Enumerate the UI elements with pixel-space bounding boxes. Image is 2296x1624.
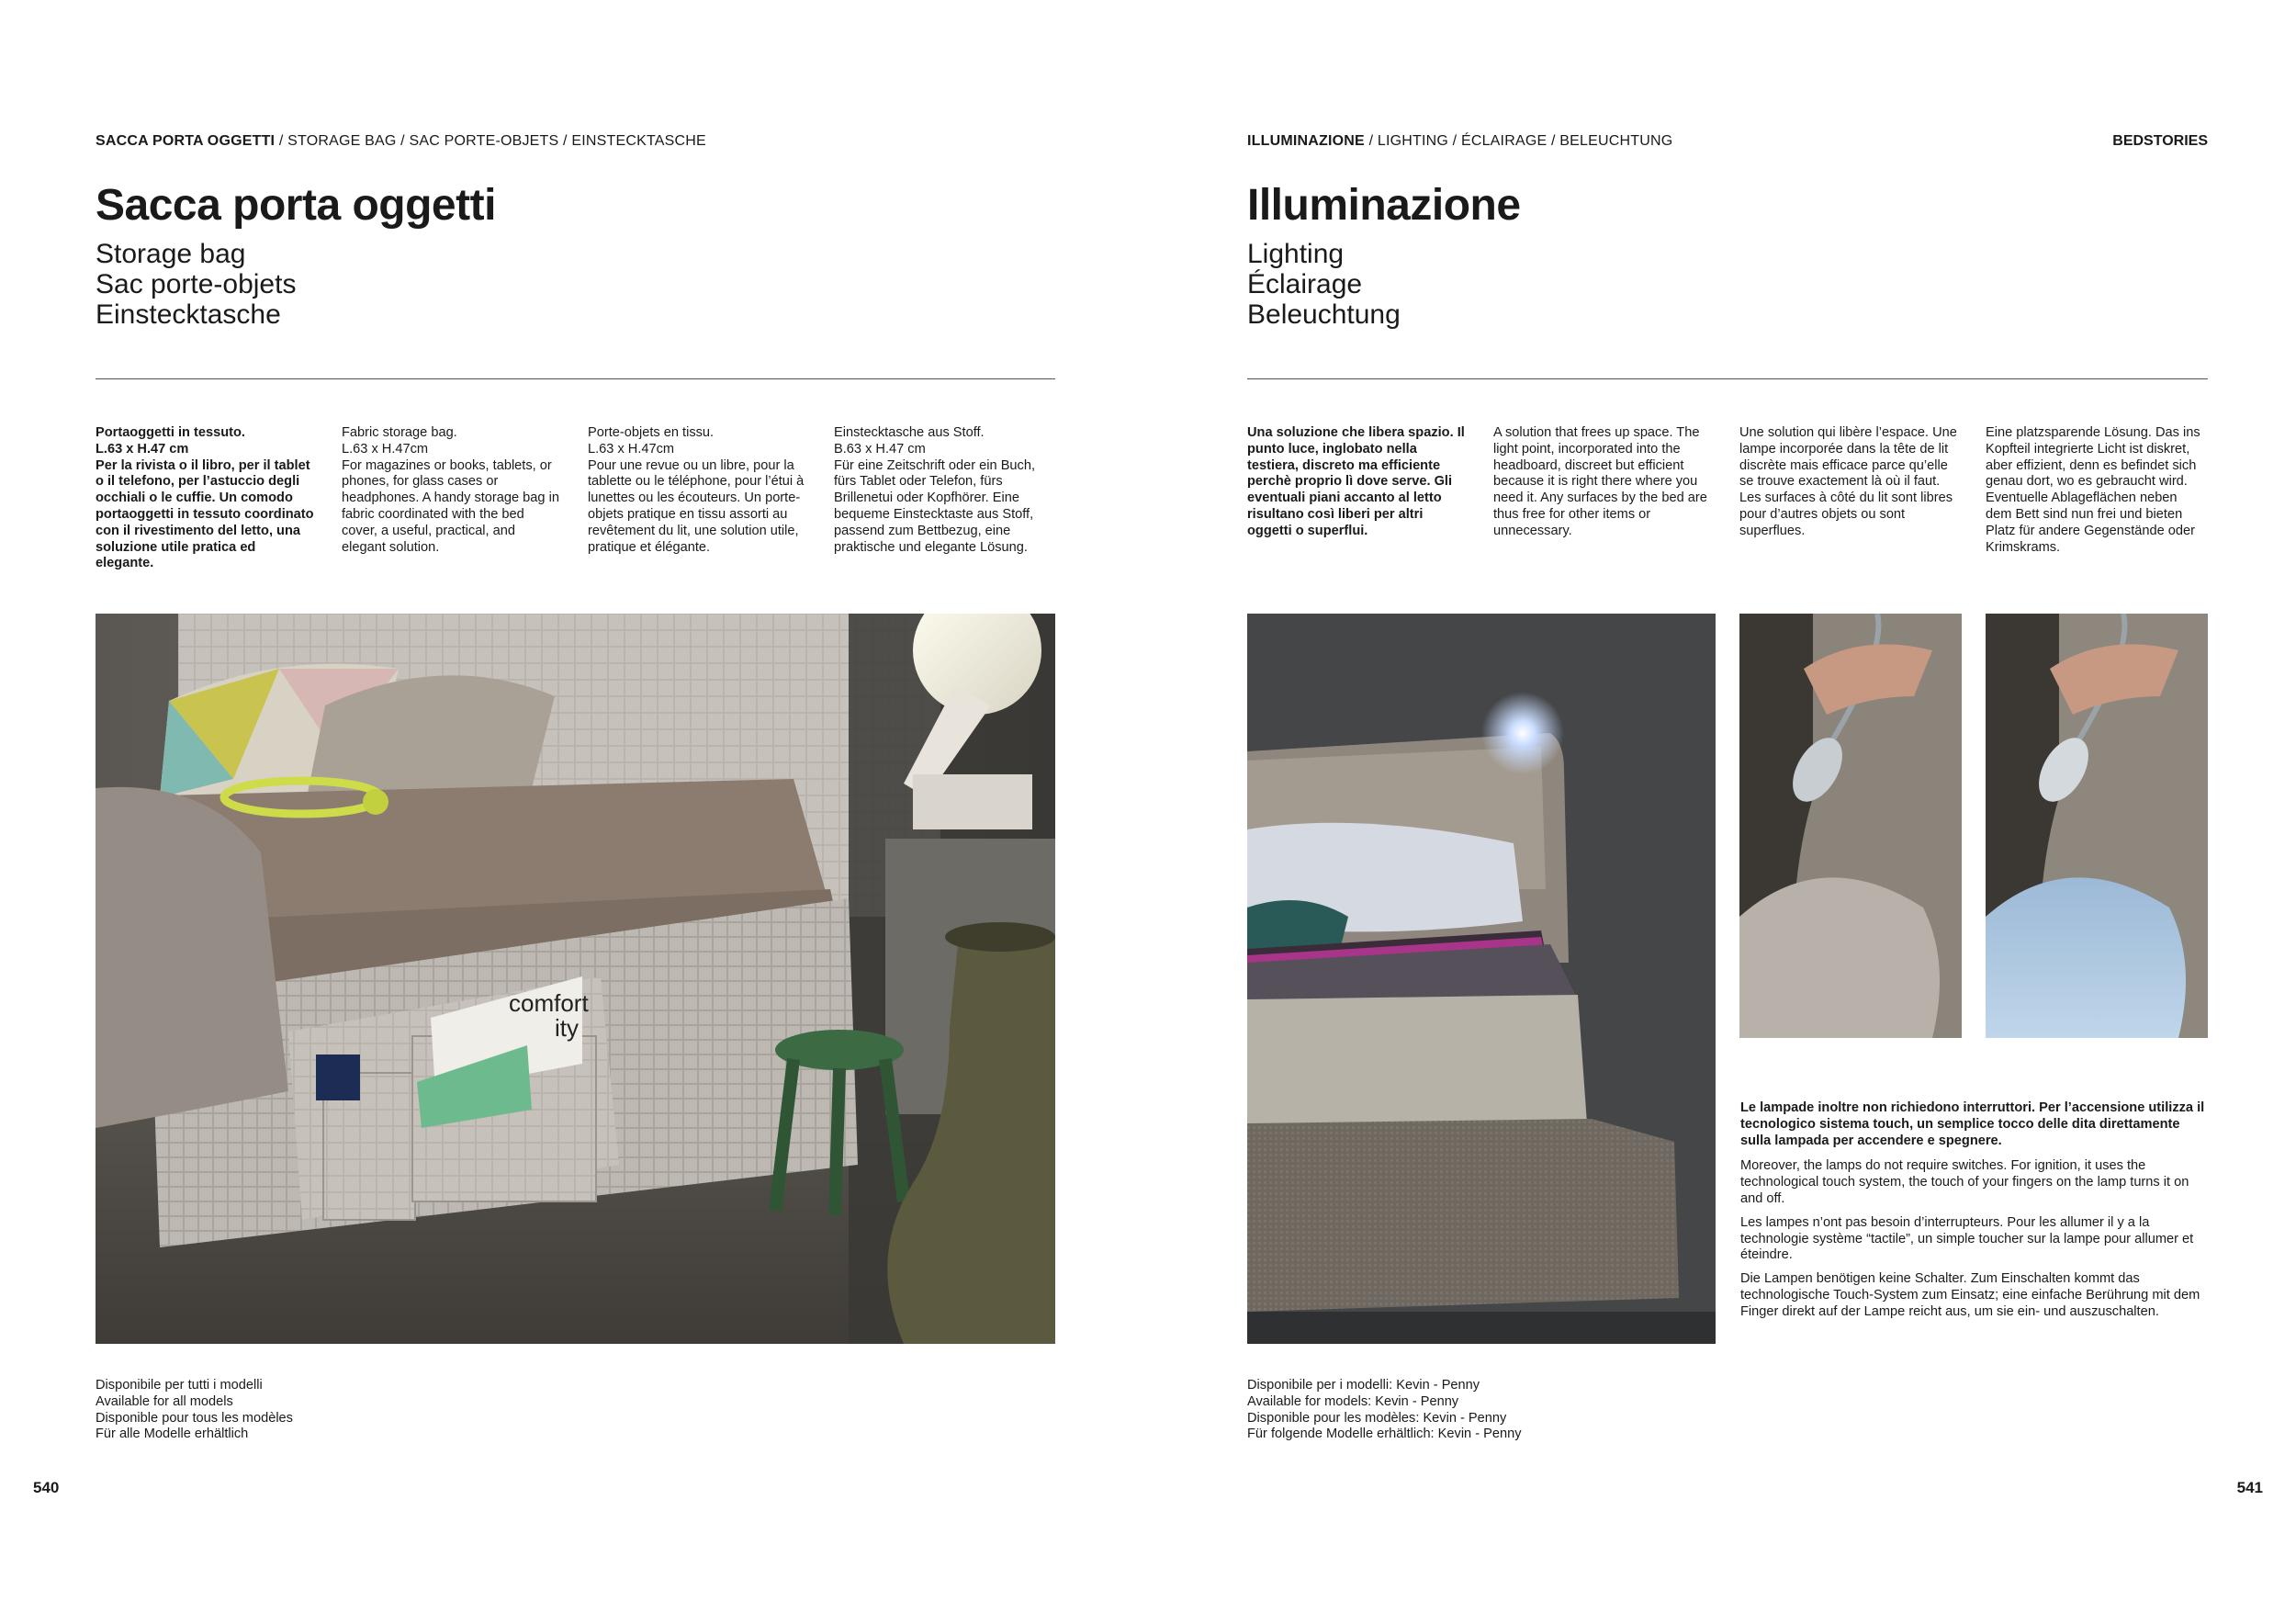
- availability-line: Disponible pour les modèles: Kevin - Penny: [1247, 1410, 1507, 1426]
- text-column-right-de: [1986, 425, 2206, 556]
- subtitle-right-en: Lighting: [1247, 239, 1345, 269]
- note-it: Le lampade inoltre non richiedono interruttori. Per l’accensione utilizza il tecnologico sistema touch, un semplice tocco delle dita direttamente sulla lampada per accendere e spegnere.: [1740, 1100, 2205, 1148]
- text-line: Una soluzione che libera spazio. Il punto luce, inglobato nella testiera, discreto ma efficiente perchè proprio lì dove serve. Gli eventuali piani accanto al letto risultano così liberi per altri oggetti o superflui.: [1247, 425, 1465, 538]
- photo-touch-lamp-off: [1739, 614, 1962, 1038]
- text-line: Eine platzsparende Lösung. Das ins Kopfteil integrierte Licht ist diskret, aber effizient, denn es befindet sich genau dort, wo es gebraucht wird. Eventuelle Ablageflächen neben dem Bett sind nun frei und bieten Platz für andere Gegenstände oder Krimskrams.: [1986, 425, 2200, 555]
- subtitle-right-de: Beleuchtung: [1247, 299, 1401, 330]
- text-column-left-fr: [588, 425, 808, 556]
- text-column-left-it: [96, 425, 316, 572]
- text-line: L.63 x H.47cm: [588, 441, 675, 457]
- text-line: For magazines or books, tablets, or phones, for glass cases or headphones. A handy storage bag in fabric coordinated with the bed cover, a useful, practical, and elegant solution.: [342, 457, 559, 555]
- text-column-right-en: [1493, 425, 1714, 540]
- photo-bed-lighting: [1247, 614, 1716, 1344]
- page-number-right: 541: [2236, 1479, 2263, 1496]
- availability-line: Available for all models: [96, 1393, 233, 1409]
- subtitle-left-en: Storage bag: [96, 239, 246, 269]
- text-line: L.63 x H.47cm: [342, 441, 429, 457]
- text-column-right-it: [1247, 425, 1468, 540]
- availability-line: Für folgende Modelle erhältlich: Kevin - Penny: [1247, 1427, 1522, 1442]
- page-title-right: Illuminazione: [1247, 181, 1521, 230]
- text-line: L.63 x H.47 cm: [96, 441, 189, 457]
- text-line: Pour une revue ou un libre, pour la tablette ou le téléphone, pour l’étui à lunettes ou les écouteurs. Un porte-objets pratique en tissu assorti au revêtement du lit, une solution utile, pratique et élégante.: [588, 457, 805, 555]
- page-title-left: Sacca porta oggetti: [96, 181, 496, 230]
- subtitle-left-fr: Sac porte-objets: [96, 269, 297, 299]
- note-en: Moreover, the lamps do not require switches. For ignition, it uses the technological touch system, the touch of your fingers on the lamp turns it on and off.: [1740, 1158, 2189, 1206]
- running-head-right-bold: ILLUMINAZIONE: [1247, 133, 1365, 149]
- text-line: Portaoggetti in tessuto.: [96, 425, 245, 440]
- availability-line: Disponibile per i modelli: Kevin - Penny: [1247, 1378, 1480, 1393]
- note-de: Die Lampen benötigen keine Schalter. Zum Einschalten kommt das technologische Touch-System zum Einsatz; eine einfache Berührung mit dem Finger direkt auf der Lampe reicht aus, um sie ein- und auszuschalten.: [1740, 1271, 2200, 1319]
- text-line: Porte-objets en tissu.: [588, 425, 715, 440]
- availability-line: Available for models: Kevin - Penny: [1247, 1393, 1459, 1409]
- divider-right: [1247, 378, 2208, 379]
- photo-text-comfort: comfort: [509, 989, 589, 1017]
- brand-label: BEDSTORIES: [2112, 133, 2208, 149]
- divider-left: [96, 378, 1055, 379]
- subtitle-right-fr: Éclairage: [1247, 269, 1363, 299]
- note-fr: Les lampes n’ont pas besoin d’interrupteurs. Pour les allumer il y a la technologie système “tactile”, un simple toucher sur la lampe pour allumer et éteindre.: [1740, 1214, 2194, 1263]
- running-head-left-rest: / STORAGE BAG / SAC PORTE-OBJETS / EINSTECKTASCHE: [275, 133, 706, 149]
- photo-text-ity: ity: [555, 1014, 579, 1042]
- text-line: Für eine Zeitschrift oder ein Buch, fürs Tablet oder Telefon, fürs Brillenetui oder Kopfhörer. Eine bequeme Einstecktaste aus Stoff, passend zum Bettbezug, eine praktische und elegante Lösung.: [834, 457, 1036, 555]
- subtitles-right: [1247, 239, 1401, 330]
- text-line: Fabric storage bag.: [342, 425, 457, 440]
- running-head-right-rest: / LIGHTING / ÉCLAIRAGE / BELEUCHTUNG: [1364, 133, 1673, 149]
- availability-line: Für alle Modelle erhältlich: [96, 1427, 249, 1442]
- availability-right: [1247, 1378, 1522, 1443]
- running-head-right: [1247, 133, 1672, 150]
- photo-touch-lamp-on: [1986, 614, 2208, 1038]
- text-column-left-en: [342, 425, 562, 556]
- text-line: B.63 x H.47 cm: [834, 441, 926, 457]
- running-head-left: [96, 133, 706, 150]
- subtitle-left-de: Einstecktasche: [96, 299, 281, 330]
- availability-line: Disponibile per tutti i modelli: [96, 1378, 263, 1393]
- photo-storage-bag: [96, 614, 1055, 1344]
- running-head-left-bold: SACCA PORTA OGGETTI: [96, 133, 276, 149]
- text-line: A solution that frees up space. The light point, incorporated into the headboard, discreet but efficient because it is right there where you need it. Any surfaces by the bed are thus free for other items or unnecessary.: [1493, 425, 1707, 538]
- text-line: Per la rivista o il libro, per il tablet o il telefono, per l’astuccio degli occhiali o le cuffie. Un comodo portaoggetti in tessuto coordinato con il rivestimento del letto, una soluzione utile pratica ed elegante.: [96, 457, 314, 571]
- subtitles-left: [96, 239, 296, 330]
- text-column-left-de: [834, 425, 1054, 556]
- text-column-right-fr: [1739, 425, 1960, 540]
- text-line: Einstecktasche aus Stoff.: [834, 425, 985, 440]
- text-line: Une solution qui libère l’espace. Une lampe incorporée dans la tête de lit discrète mais efficace parce qu’elle se trouve exactement là où il faut. Les surfaces à côté du lit sont libres pour d’autres objets ou sont superflues.: [1739, 425, 1957, 538]
- touch-lamp-notes: [1740, 1100, 2211, 1328]
- availability-left: [96, 1378, 293, 1443]
- page-number-left: 540: [33, 1479, 60, 1496]
- availability-line: Disponible pour tous les modèles: [96, 1410, 293, 1426]
